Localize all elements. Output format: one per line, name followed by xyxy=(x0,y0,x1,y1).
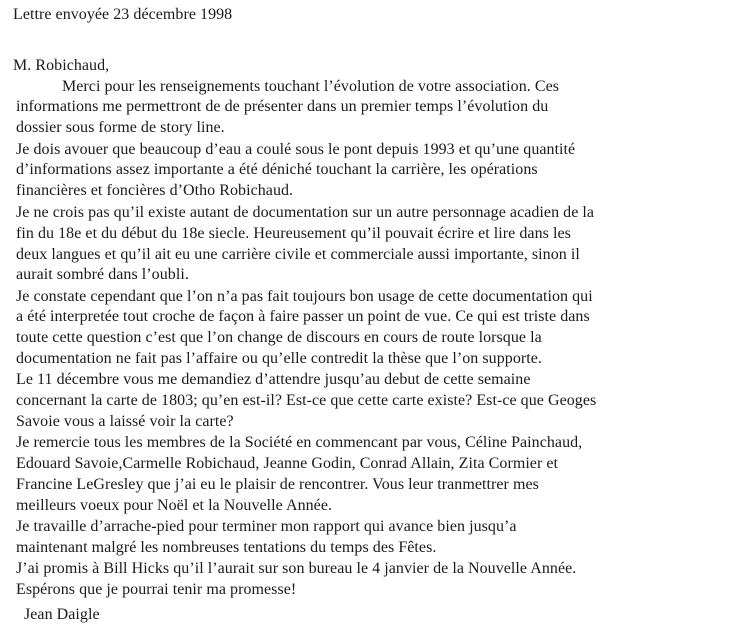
body-line-4: Je dois avouer que beaucoup d’eau a coulé sous le pont depuis 1993 et qu’une quantité xyxy=(16,141,576,158)
letter-salutation: M. Robichaud, xyxy=(13,57,110,74)
body-line-7: Je ne crois pas qu’il existe autant de documentation sur un autre personnage acadien de la xyxy=(16,204,595,221)
body-line-25: Espérons que je pourrai tenir ma promesse! xyxy=(16,581,297,598)
body-line-2: informations me permettront de de présenter dans un premier temps l’évolution du xyxy=(16,98,549,115)
body-line-21: meilleurs voeux pour Noël et la Nouvelle Année. xyxy=(16,497,333,514)
body-line-8: fin du 18e et du début du 18e siecle. Heureusement qu’il pouvait écrire et lire dans les xyxy=(16,225,571,242)
body-line-6: financières et foncières d’Otho Robichaud. xyxy=(16,182,294,199)
body-line-9: deux langues et qu’il ait eu une carrière civile et commerciale aussi importante, sinon il xyxy=(16,246,580,263)
body-line-13: toute cette question c’est que l’on change de discours en cours de route lorsque la xyxy=(16,329,542,346)
body-line-19: Edouard Savoie,Carmelle Robichaud, Jeanne Godin, Conrad Allain, Zita Cormier et xyxy=(16,455,559,472)
body-line-24: J’ai promis à Bill Hicks qu’il l’aurait sur son bureau le 4 janvier de la Nouvelle Année. xyxy=(16,560,577,577)
body-line-23: maintenant malgré les nombreuses tentations du temps des Fêtes. xyxy=(16,539,437,556)
body-line-16: concernant la carte de 1803; qu’en est-il? Est-ce que cette carte existe? Est-ce que Geoges xyxy=(16,392,597,409)
body-line-5: d’informations assez importante a été déniché touchant la carrière, les opérations xyxy=(16,161,538,178)
body-line-14: documentation ne fait pas l’affaire ou qu’elle contredit la thèse que l’on supporte. xyxy=(16,350,542,367)
body-line-15: Le 11 décembre vous me demandiez d’attendre jusqu’au debut de cette semaine xyxy=(16,371,531,388)
body-line-18: Je remercie tous les membres de la Société en commencant par vous, Céline Painchaud, xyxy=(16,434,583,451)
body-line-10: aurait sombré dans l’oubli. xyxy=(16,266,189,283)
body-line-20: Francine LeGresley que j’ai eu le plaisir de rencontrer. Vous leur tranmettrer mes xyxy=(16,476,539,493)
body-line-11: Je constate cependant que l’on n’a pas fait toujours bon usage de cette documentation qui xyxy=(16,288,593,305)
body-line-1: Merci pour les renseignements touchant l’évolution de votre association. Ces xyxy=(62,78,560,95)
body-line-3: dossier sous forme de story line. xyxy=(16,119,225,136)
letter-date: Lettre envoyée 23 décembre 1998 xyxy=(13,6,233,23)
body-line-17: Savoie vous a laissé voir la carte? xyxy=(16,413,234,430)
body-line-12: a été interpretée tout croche de façon à faire passer un point de vue. Ce qui est triste dans xyxy=(16,308,590,325)
letter-signature: Jean Daigle xyxy=(24,606,100,623)
body-line-22: Je travaille d’arrache-pied pour terminer mon rapport qui avance bien jusqu’a xyxy=(16,518,517,535)
